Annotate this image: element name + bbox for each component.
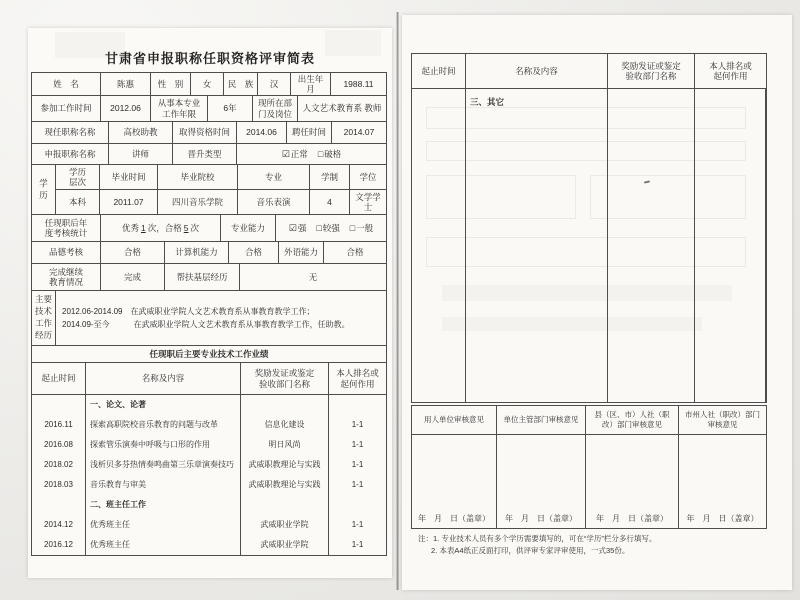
edu-level-value: 本科 xyxy=(56,190,100,214)
work-experience-label: 主要技术工作经历 xyxy=(32,291,56,345)
employer-review-header: 用人单位审核意见 xyxy=(412,406,497,434)
qualification-date-value: 2014.06 xyxy=(237,122,287,143)
work-org: 信息化建设 xyxy=(241,415,329,435)
achievements-section-title: 任现职后主要专业技术工作业绩 xyxy=(149,348,269,359)
schooling-length-header: 学制 xyxy=(310,165,350,189)
row-applied-title xyxy=(32,144,386,165)
review-header-row xyxy=(412,406,766,435)
work-experience-line: 2012.06-2014.09 在武威职业学院人文艺术教育系从事教育教学工作； xyxy=(62,306,315,316)
work-date: 2018.02 xyxy=(32,455,86,475)
checkbox-checked-icon: ☑ xyxy=(281,148,290,159)
department-position-label: 现所在部门及岗位 xyxy=(253,96,298,121)
checkbox-unchecked-icon: □ xyxy=(317,148,324,159)
education-value-row xyxy=(56,190,386,214)
degree-header: 学位 xyxy=(359,171,377,182)
form-page-front xyxy=(28,28,392,578)
work-rank: 1-1 xyxy=(351,460,364,470)
main-info-table xyxy=(31,72,387,556)
form-page-back xyxy=(402,15,792,590)
professional-years-value: 6年 xyxy=(208,96,253,121)
work-row xyxy=(32,515,386,535)
major-header: 专业 xyxy=(238,165,310,189)
continuing-education-label: 完成继续教育情况 xyxy=(32,264,101,290)
graduation-school-value: 四川音乐学院 xyxy=(158,190,238,214)
moral-assessment-label: 品德考核 xyxy=(32,242,101,263)
row-current-title xyxy=(32,122,386,144)
work-date: 2018.03 xyxy=(32,475,86,495)
work-row xyxy=(32,395,386,415)
work-rank xyxy=(329,495,386,515)
professional-years-label: 从事本专业工作年限 xyxy=(151,96,208,121)
review-opinions-table xyxy=(411,405,767,529)
work-row xyxy=(32,455,386,475)
gender-value: 女 xyxy=(191,73,224,95)
work-date xyxy=(32,495,86,515)
promotion-type-label: 晋升类型 xyxy=(173,144,237,164)
moral-assessment-value: 合格 xyxy=(101,242,165,263)
graduation-school-header: 毕业院校 xyxy=(158,165,238,189)
professional-ability-label: 专业能力 xyxy=(221,215,276,241)
work-row xyxy=(32,495,386,515)
applied-title-label: 申报职称名称 xyxy=(32,144,109,164)
education-section-label: 学历 xyxy=(32,165,56,214)
birth-date-value: 1988.11 xyxy=(343,78,374,89)
professional-ability-options: ☑强 □较强 □一般 xyxy=(288,222,374,233)
work-date-column xyxy=(412,89,466,402)
work-experience-line: 2014.09-至今 在武威职业学院人文艺术教育系从事教育教学工作，任助教。 xyxy=(62,320,350,329)
work-name: 优秀班主任 xyxy=(86,515,241,535)
work-name: 优秀班主任 xyxy=(86,535,241,555)
graduation-date-value: 2011.07 xyxy=(100,190,158,214)
work-rank: 1-1 xyxy=(351,440,364,450)
work-rank: 1-1 xyxy=(351,520,364,530)
work-org: 明日风尚 xyxy=(241,435,329,455)
row-assessment xyxy=(32,215,386,242)
annual-assessment-label: 任现职后年度考核统计 xyxy=(32,215,101,241)
supervisor-dept-review-cell xyxy=(497,435,586,528)
name-label: 姓 名 xyxy=(32,73,101,95)
work-org: 武威职教理论与实践 xyxy=(241,455,329,475)
work-date: 2016.08 xyxy=(32,435,86,455)
employer-review-cell xyxy=(412,435,497,528)
education-header-row xyxy=(56,165,386,190)
foreign-language-label: 外语能力 xyxy=(279,242,324,263)
works-org-header: 奖励发证或鉴定验收部门名称 xyxy=(608,54,695,88)
checkbox-unchecked-icon: □ xyxy=(316,222,322,233)
note-line: 注：1. 专业技术人员有多个学历需要填写的，可在“学历”栏分多行填写。 xyxy=(418,534,657,543)
work-rank: 1-1 xyxy=(351,540,364,550)
date-stamp: 年 月 日（盖章） xyxy=(505,514,577,524)
current-title-value: 高校助教 xyxy=(109,122,173,143)
schooling-length-value: 4 xyxy=(310,190,350,214)
promotion-exception-label: 破格 xyxy=(324,148,342,159)
education-block xyxy=(32,165,386,215)
works-period-header: 起止时间 xyxy=(32,363,86,394)
work-name: 探索高职院校音乐教育的问题与改革 xyxy=(86,415,241,435)
ethnicity-value: 汉 xyxy=(258,73,291,95)
work-date xyxy=(32,395,86,415)
work-rank: 1-1 xyxy=(351,480,364,490)
work-org: 武威职业学院 xyxy=(241,535,329,555)
graduation-date-header: 毕业时间 xyxy=(100,165,158,189)
work-section-label: 二、班主任工作 xyxy=(86,495,241,515)
other-section-label: 三、其它 xyxy=(466,89,608,402)
works-header-row xyxy=(412,54,766,89)
work-row xyxy=(32,415,386,435)
works-header-row xyxy=(32,363,386,395)
work-org: 武威职业学院 xyxy=(241,515,329,535)
form-title: 甘肃省申报职称任职资格评审简表 xyxy=(104,51,315,66)
city-hr-review-header: 市州人社（职改）部门审核意见 xyxy=(685,410,760,429)
supervisor-dept-review-header: 单位主管部门审核意见 xyxy=(497,406,586,434)
other-achievements-table xyxy=(411,53,767,403)
work-row xyxy=(32,475,386,495)
appointment-date-label: 聘任时间 xyxy=(287,122,332,143)
qualification-date-label: 取得资格时间 xyxy=(173,122,237,143)
row-basic-info xyxy=(32,73,386,96)
date-stamp: 年 月 日（盖章） xyxy=(418,514,490,524)
continuing-education-value: 完成 xyxy=(101,264,165,290)
work-name: 音乐教育与审美 xyxy=(86,475,241,495)
work-org-column xyxy=(608,89,695,402)
department-position-value: 人文艺术教育系 教师 xyxy=(302,103,382,114)
works-body xyxy=(32,395,386,555)
row-continuing-education xyxy=(32,264,386,291)
degree-value: 文学学士 xyxy=(355,191,381,212)
note-line: 2. 本表A4纸正反面打印，供评审专家评审使用，一式35份。 xyxy=(431,545,630,555)
checkbox-checked-icon: ☑ xyxy=(288,222,297,233)
computer-ability-value: 合格 xyxy=(229,242,279,263)
work-date: 2016.11 xyxy=(32,415,86,435)
work-row xyxy=(32,435,386,455)
ethnicity-label: 民 族 xyxy=(224,73,258,95)
work-org xyxy=(241,395,329,415)
current-title-label: 现任职称名称 xyxy=(32,122,109,143)
achievements-section-row xyxy=(32,346,386,363)
work-experience-block xyxy=(32,291,386,346)
row-work-info xyxy=(32,96,386,122)
work-start-value: 2012.06 xyxy=(101,96,151,121)
grassroots-experience-label: 帮扶基层经历 xyxy=(165,264,240,290)
other-achievements-body xyxy=(412,89,766,402)
review-body-row xyxy=(412,435,766,528)
name-value: 陈惠 xyxy=(101,73,151,95)
work-experience-content xyxy=(56,291,386,345)
edu-level-header: 学历层次 xyxy=(56,165,100,189)
form-notes xyxy=(418,533,656,556)
row-abilities xyxy=(32,242,386,264)
work-row xyxy=(32,535,386,555)
promotion-type-options xyxy=(237,144,386,164)
work-date: 2014.12 xyxy=(32,515,86,535)
appointment-date-value: 2014.07 xyxy=(343,127,375,138)
foreign-language-value: 合格 xyxy=(346,247,364,258)
computer-ability-label: 计算机能力 xyxy=(165,242,229,263)
checkbox-unchecked-icon: □ xyxy=(349,222,356,233)
grassroots-experience-value: 无 xyxy=(308,271,318,282)
work-date: 2016.12 xyxy=(32,535,86,555)
date-stamp: 年 月 日（盖章） xyxy=(686,514,759,524)
date-stamp: 年 月 日（盖章） xyxy=(596,514,668,524)
promotion-normal-label: 正常 xyxy=(290,148,308,159)
work-rank xyxy=(329,395,386,415)
work-start-label: 参加工作时间 xyxy=(32,96,101,121)
works-rank-header: 本人排名或起何作用 xyxy=(336,368,379,389)
annual-assessment-value: 优秀 1 次，合格 5 次 xyxy=(101,215,221,241)
county-hr-review-cell xyxy=(586,435,679,528)
work-name: 探索管乐演奏中呼吸与口形的作用 xyxy=(86,435,241,455)
birth-date-label: 出生年月 xyxy=(291,73,331,95)
works-org-header: 奖励发证或鉴定验收部门名称 xyxy=(241,363,329,394)
work-rank-column xyxy=(695,89,766,402)
work-rank: 1-1 xyxy=(351,420,364,430)
work-org: 武威职教理论与实践 xyxy=(241,475,329,495)
work-org xyxy=(241,495,329,515)
applied-title-value: 讲师 xyxy=(109,144,173,164)
work-section-label: 一、论文、论著 xyxy=(86,395,241,415)
city-hr-review-cell xyxy=(679,435,766,528)
works-name-header: 名称及内容 xyxy=(466,54,608,88)
works-period-header: 起止时间 xyxy=(412,54,466,88)
gender-label: 性 别 xyxy=(151,73,191,95)
county-hr-review-header: 县（区、市）人社（职改）部门审核意见 xyxy=(586,406,679,434)
major-value: 音乐表演 xyxy=(238,190,310,214)
page-fold-line xyxy=(396,12,399,590)
works-rank-header: 本人排名或起何作用 xyxy=(709,60,752,81)
works-name-header: 名称及内容 xyxy=(86,363,241,394)
work-name: 浅析贝多芬热情奏鸣曲第三乐章演奏技巧 xyxy=(86,455,241,475)
